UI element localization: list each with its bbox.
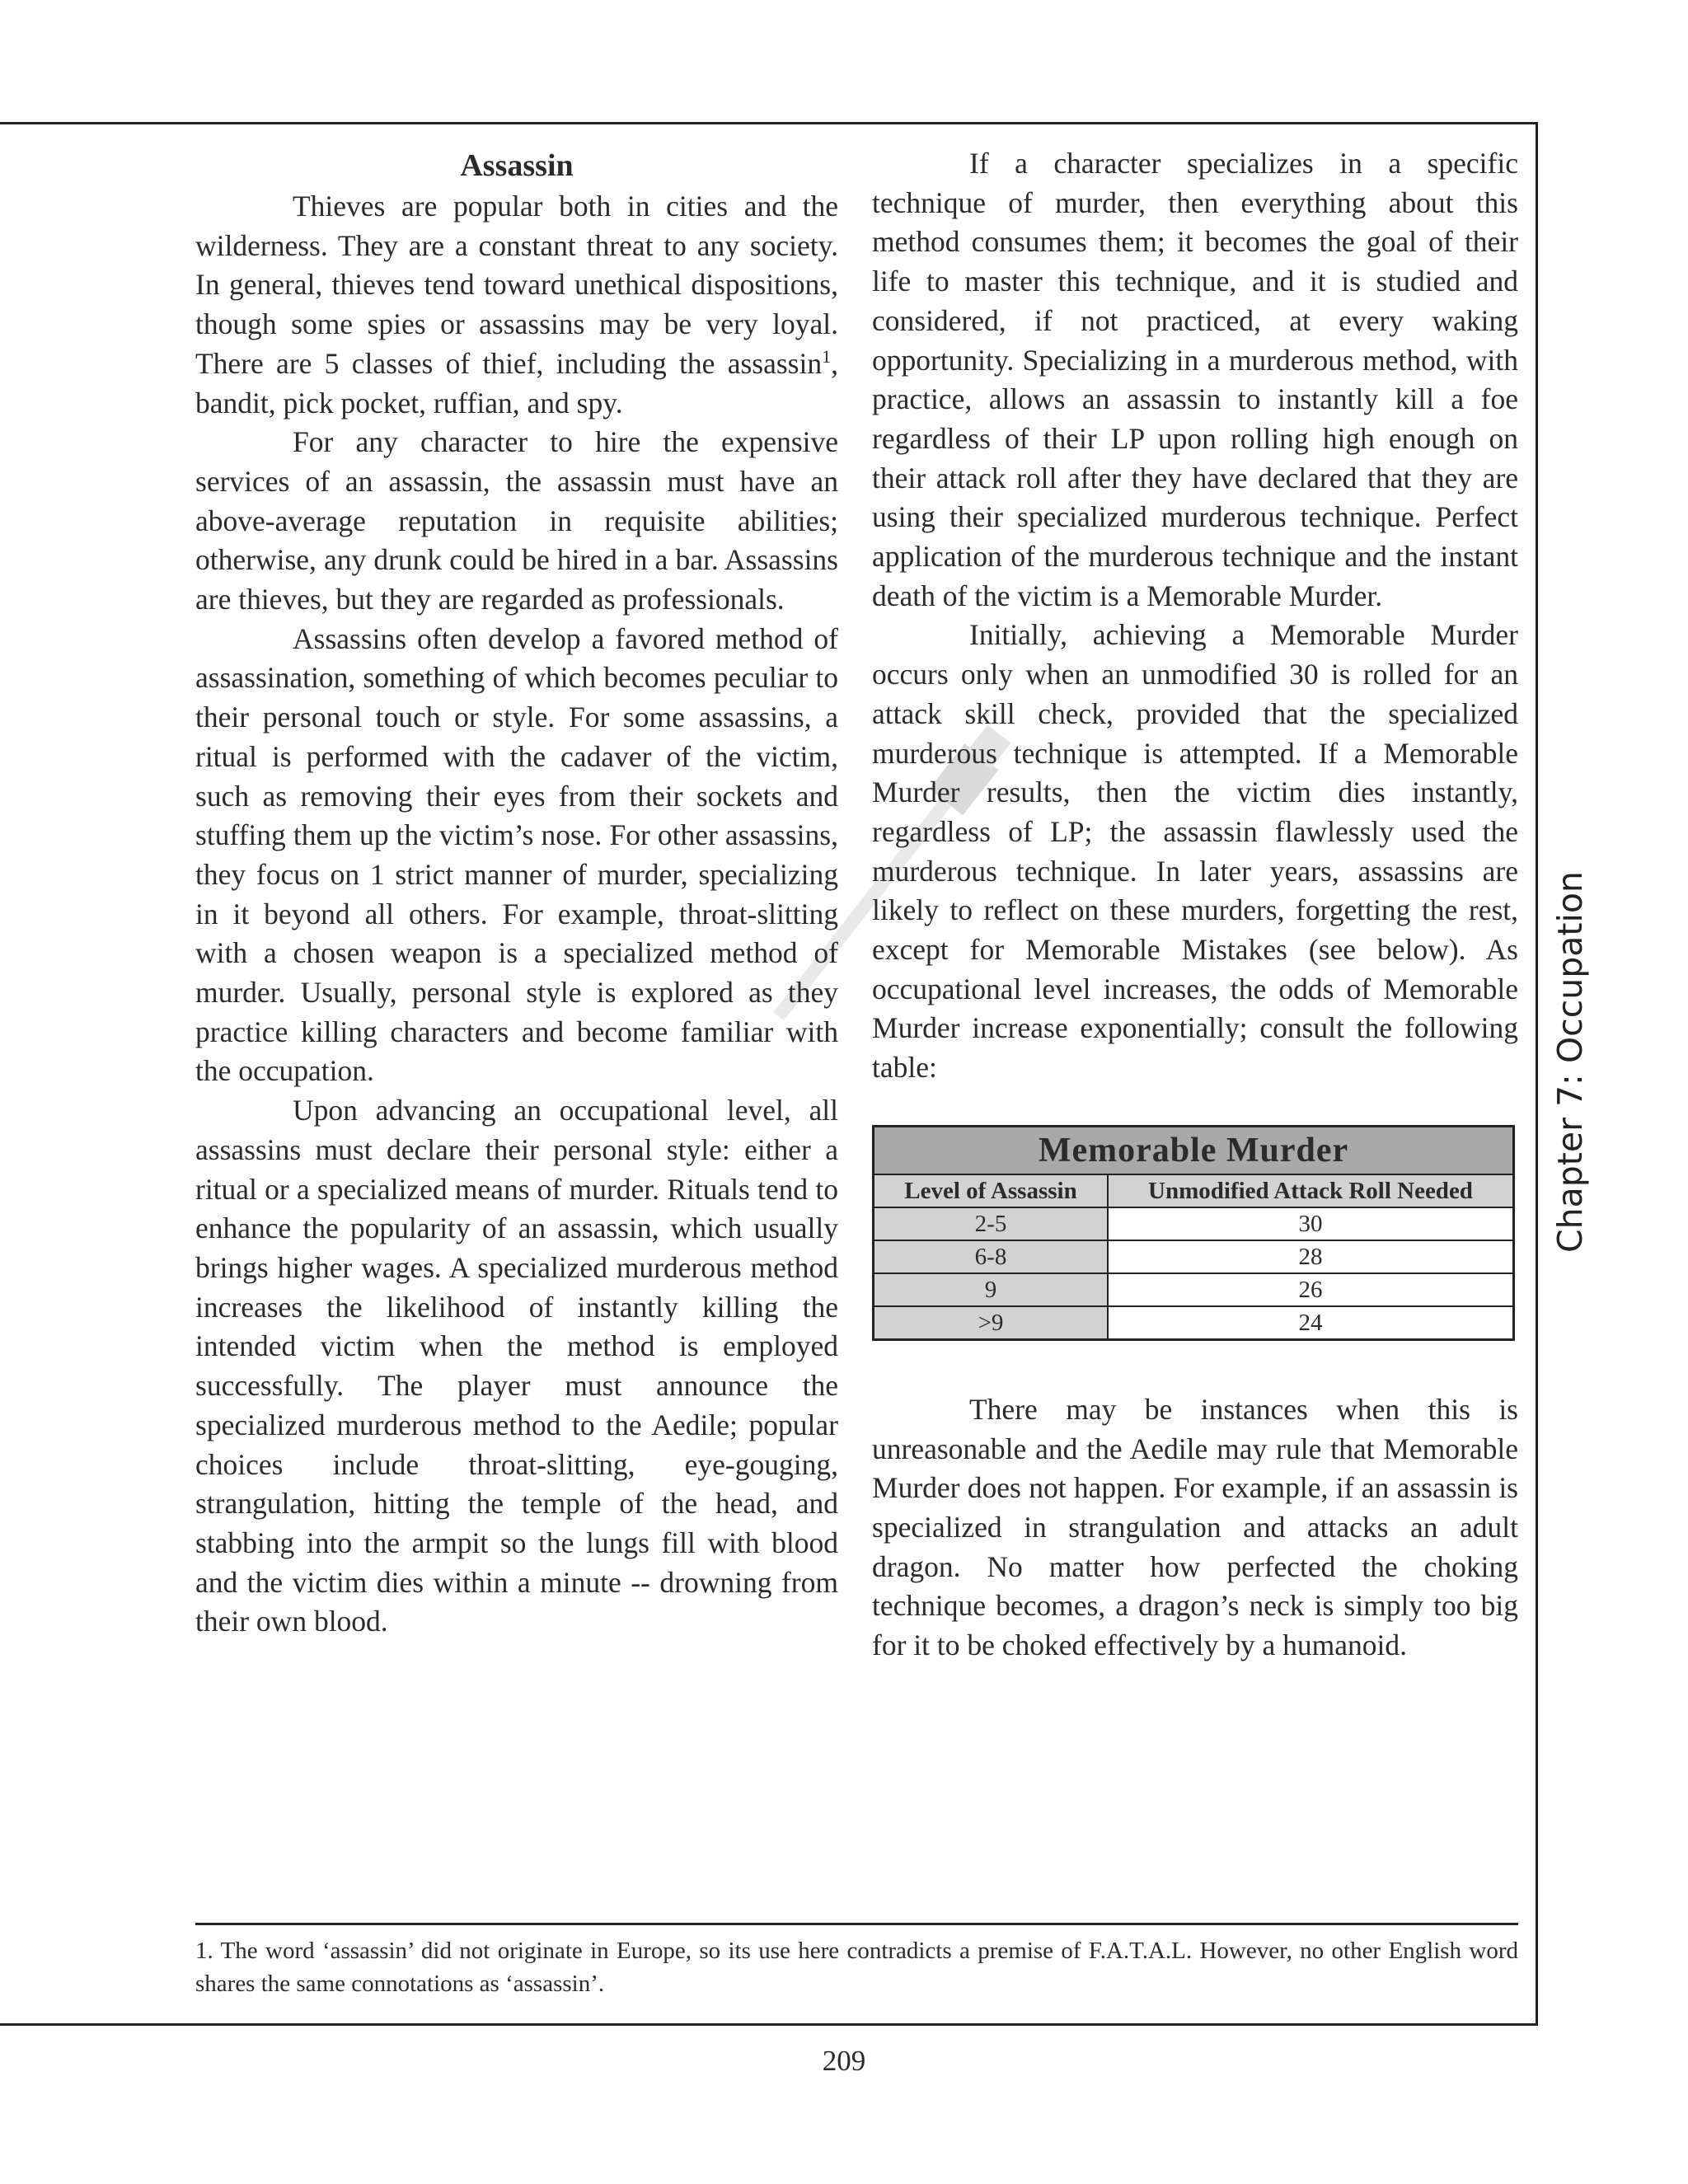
section-title: Assassin (460, 148, 574, 183)
table-cell: 28 (1108, 1240, 1514, 1273)
right-column (872, 144, 1518, 1666)
table-row (874, 1207, 1514, 1240)
paragraph: Upon advancing an occupational level, all assassins must declare their personal style: either a ritual or a specialized means of murder. Rituals tend to enhance the popularity of an assassin, which usually brings higher wages. A specialized murderous method increases the likelihood of instantly killing the intended victim when the method is employed successfully. The player must announce the specialized murderous method to the Aedile; popular choices include throat-slitting, eye-gouging, strangulation, hitting the temple of the head, and stabbing into the armpit so the lungs fill with blood and the victim dies within a minute -- drowning from their own blood. (195, 1094, 838, 1638)
paragraph: There may be instances when this is unreasonable and the Aedile may rule that Memorable Murder does not happen. For example, if an assassin is specialized in strangulation and attacks an adult dragon. No matter how perfected the choking technique becomes, a dragon’s neck is simply too big for it to be choked effectively by a humanoid. (872, 1392, 1518, 1662)
page-number: 209 (822, 2045, 866, 2077)
table-cell: 2-5 (874, 1207, 1109, 1240)
paragraph-text: Thieves are popular both in cities and the wilderness. They are a constant threat to any society. In general, thieves tend toward unethical dispositions, though some spies or assassins may be very loyal. There are 5 classes of thief, including the assassin (195, 190, 838, 380)
table-header: Unmodified Attack Roll Needed (1108, 1174, 1514, 1207)
table-row (874, 1240, 1514, 1273)
paragraph: If a character specializes in a specific technique of murder, then everything about this method consumes them; it becomes the goal of their life to master this technique, and it is studied and considered, if not practiced, at every waking opportunity. Specializing in a murderous method, with practice, allows an assassin to instantly kill a foe regardless of their LP upon rolling high enough on their attack roll after they have declared that they are using their specialized murderous technique. Perfect application of the murderous technique and the instant death of the victim is a Memorable Murder. (872, 147, 1518, 612)
table-cell: 6-8 (874, 1240, 1109, 1273)
table-cell: 24 (1108, 1306, 1514, 1340)
table-row (874, 1306, 1514, 1340)
memorable-murder-table (872, 1125, 1515, 1341)
footnote-rule (195, 1923, 1518, 1925)
paragraph: Assassins often develop a favored method of assassination, something of which becomes peculiar to their personal touch or style. For some assassins, a ritual is performed with the cadaver of the victim, such as removing their eyes from their sockets and stuffing them up the victim’s nose. For other assassins, they focus on 1 strict manner of murder, specializing in it beyond all others. For example, throat-slitting with a chosen weapon is a specialized method of murder. Usually, personal style is explored as they practice killing characters and become familiar with the occupation. (195, 621, 838, 1088)
paragraph (195, 187, 838, 423)
table-row (874, 1273, 1514, 1306)
table-cell: 9 (874, 1273, 1109, 1306)
left-column (195, 144, 838, 1642)
paragraph: For any character to hire the expensive services of an assassin, the assassin must have an above-average reputation in requisite abilities; otherwise, any drunk could be hired in a bar. Assassins are thieves, but they are regarded as professionals. (195, 425, 838, 616)
table-header: Level of Assassin (874, 1174, 1109, 1207)
page-frame-bottom (0, 2023, 1538, 2026)
table-cell: 26 (1108, 1273, 1514, 1306)
table-cell: 30 (1108, 1207, 1514, 1240)
footnote-marker: 1 (822, 345, 832, 367)
table-title: Memorable Murder (874, 1126, 1514, 1174)
paragraph: Initially, achieving a Memorable Murder occurs only when an unmodified 30 is rolled for an attack skill check, provided that the specialized murderous technique is attempted. If a Memorable Murder results, then the victim dies instantly, regardless of LP; the assassin flawlessly used the murderous technique. In later years, assassins are likely to reflect on these murders, forgetting the rest, except for Memorable Mistakes (see below). As occupational level increases, the odds of Memorable Murder increase exponentially; consult the following table: (872, 618, 1518, 1085)
footnote: 1. The word ‘assassin’ did not originate in Europe, so its use here contradicts a premise of F.A.T.A.L. However, no other English word shares the same connotations as ‘assassin’. (195, 1938, 1518, 1997)
page-frame-top (0, 122, 1538, 124)
table-cell: >9 (874, 1306, 1109, 1340)
paragraph-text: , bandit, pick pocket, ruffian, and spy. (195, 346, 838, 419)
page-frame-right (1536, 122, 1538, 2026)
chapter-tab: Chapter 7: Occupation (1550, 871, 1590, 1253)
